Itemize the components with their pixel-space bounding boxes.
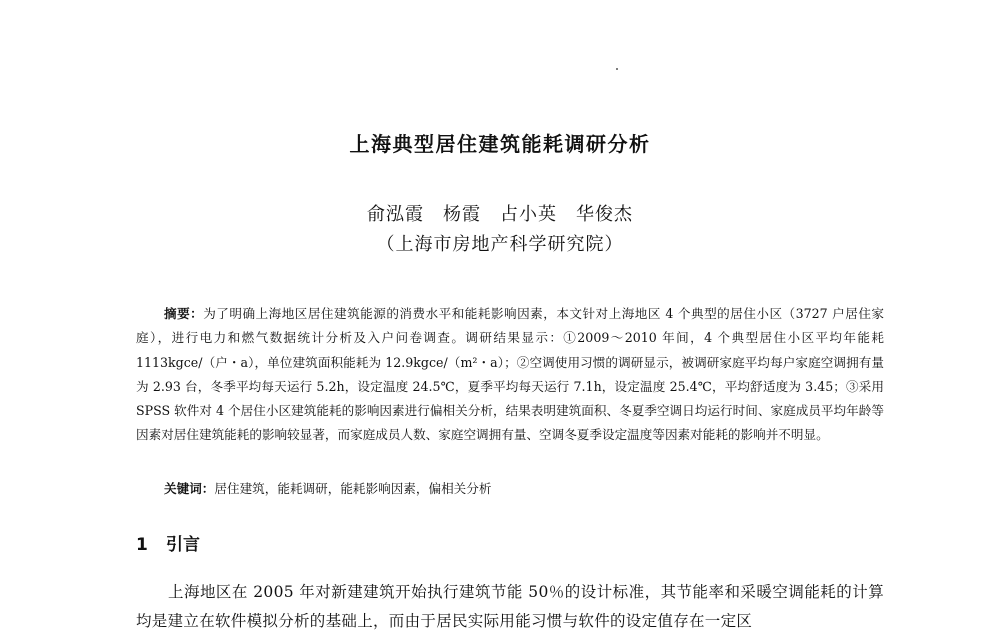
paper-title: 上海典型居住建筑能耗调研分析: [349, 132, 651, 156]
author-list: 俞泓霞 杨霞 占小英 华俊杰: [367, 204, 633, 225]
abstract-text: 为了明确上海地区居住建筑能源的消费水平和能耗影响因素，本文针对上海地区 4 个典型的居住小区（3727 户居住家庭），进行电力和燃气数据统计分析及入户问卷调查。调研结果显示：①2009～2010 年间，4 个典型居住小区平均年能耗 1113kgce/（户・a），单位建筑面积能耗为 12.9kgce/（m²・a）；②空调使用习惯的调研显示，被调研家庭平均每户家庭空调拥有量为 2.93 台，冬季平均每天运行 5.2h，设定温度 24.5℃，夏季平均每天运行 7.1h，设定温度 25.4℃，平均舒适度为 3.45；③采用 SPSS 软件对 4 个居住小区建筑能耗的影响因素进行偏相关分析，结果表明建筑面积、冬夏季空调日均运行时间、家庭成员平均年龄等因素对居住建筑能耗的影响较显著，而家庭成员人数、家庭空调拥有量、空调冬夏季设定温度等因素对能耗的影响并不明显。: [136, 306, 884, 443]
section-heading: [136, 530, 200, 555]
abstract-label: 摘要：: [164, 306, 204, 321]
section-title: 引言: [166, 535, 200, 555]
abstract-paragraph: [136, 302, 884, 448]
section-number: 1: [136, 535, 148, 555]
keywords-text: 居住建筑，能耗调研，能耗影响因素，偏相关分析: [214, 481, 492, 496]
author-affiliation: （上海市房地产科学研究院）: [376, 234, 624, 255]
keywords-label: 关键词：: [164, 481, 215, 496]
introduction-paragraph: 上海地区在 2005 年对新建建筑开始执行建筑节能 50％的设计标准，其节能率和采暖空调能耗的计算均是建立在软件模拟分析的基础上，而由于居民实际用能习惯与软件的设定值存在一定区: [136, 583, 884, 630]
scan-speck: [616, 68, 618, 70]
keywords-line: [164, 478, 884, 500]
